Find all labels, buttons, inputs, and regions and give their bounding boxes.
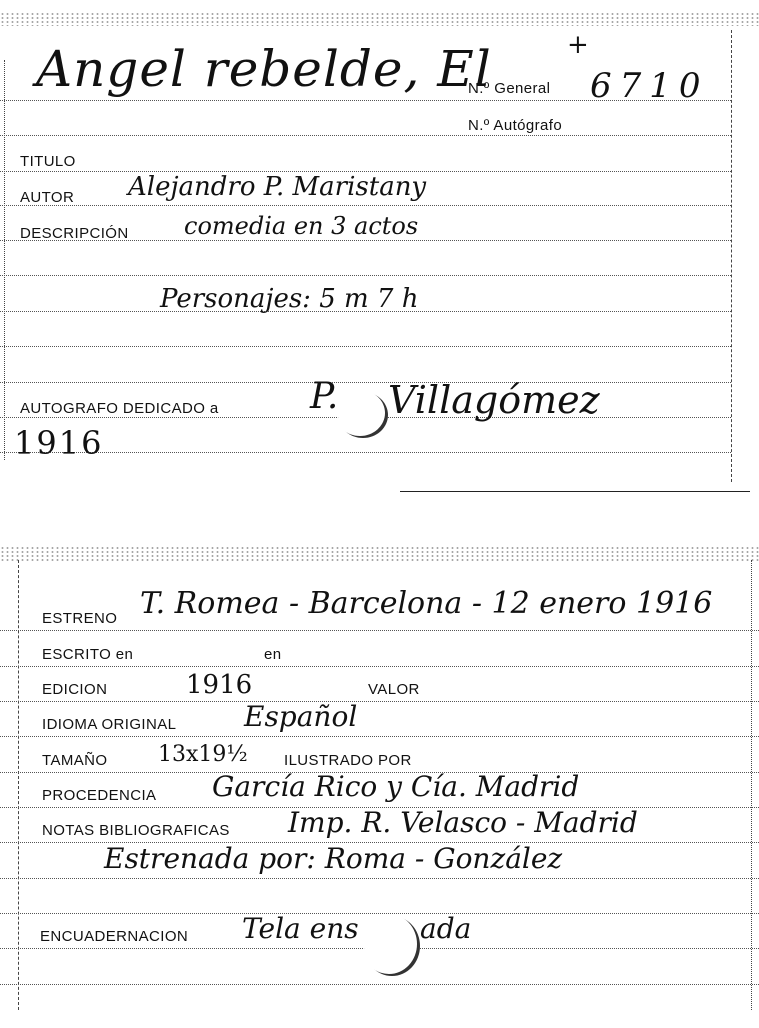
premiere-value: T. Romea - Barcelona - 12 enero 1916 (140, 586, 713, 621)
en-label: en (264, 646, 282, 663)
binding-label: ENCUADERNACION (40, 928, 189, 945)
rule (0, 275, 731, 276)
rule (0, 382, 731, 383)
card-border-right (751, 560, 752, 1010)
description-value: comedia en 3 actos (184, 212, 419, 240)
card-border-left (18, 560, 19, 1010)
binding-value-part1: Tela ens (242, 912, 359, 945)
autograph-number-label: N.º Autógrafo (468, 117, 563, 134)
size-label: TAMAÑO (42, 752, 108, 769)
provenance-label: PROCEDENCIA (42, 787, 157, 804)
illustrated-by-label: ILUSTRADO POR (284, 752, 412, 769)
written-in-label: ESCRITO en (42, 646, 134, 663)
rule (0, 913, 759, 914)
rule (0, 346, 731, 347)
catalog-card-bottom (0, 560, 759, 1020)
dedicated-value-name: Villagómez (388, 378, 600, 422)
card-bottom-edge (400, 491, 750, 492)
provenance-value: García Rico y Cía. Madrid (212, 770, 580, 803)
bibliographic-notes-value: Imp. R. Velasco - Madrid (288, 806, 638, 839)
value-label: VALOR (368, 681, 420, 698)
rule (0, 630, 759, 631)
original-language-value: Español (244, 700, 358, 733)
year-value: 1916 (14, 424, 104, 462)
characters-value: Personajes: 5 m 7 h (160, 284, 419, 314)
edition-value: 1916 (186, 670, 253, 700)
description-label: DESCRIPCIÓN (20, 225, 129, 242)
ink-stamp (338, 392, 388, 438)
title-label: TITULO (20, 153, 76, 170)
size-value: 13x19½ (158, 742, 248, 767)
card-title-handwritten: Angel rebelde, El (36, 40, 492, 98)
rule (0, 701, 759, 702)
cross-mark: + (567, 30, 589, 60)
catalog-card-top (0, 0, 759, 500)
binding-value-part2: ada (420, 912, 472, 945)
dedicated-label: AUTOGRAFO DEDICADO a (20, 400, 219, 417)
premiere-label: ESTRENO (42, 610, 118, 627)
rule (0, 984, 759, 985)
original-language-label: IDIOMA ORIGINAL (42, 716, 177, 733)
rule (0, 878, 759, 879)
general-number-label: N.º General (468, 80, 551, 97)
rule (0, 452, 731, 453)
general-number-value: 6710 (590, 66, 709, 106)
rule (0, 736, 759, 737)
ink-stamp (364, 916, 420, 976)
edition-label: EDICION (42, 681, 108, 698)
rule (0, 135, 731, 136)
author-label: AUTOR (20, 189, 75, 206)
rule (0, 666, 759, 667)
author-value: Alejandro P. Maristany (128, 172, 427, 202)
card-border-left (4, 60, 5, 460)
bibliographic-notes-label: NOTAS BIBLIOGRAFICAS (42, 822, 230, 839)
rule (0, 205, 731, 206)
card-border-right (731, 30, 732, 482)
dedicated-value-initial: P. (310, 376, 339, 417)
bibliographic-notes-value-2: Estrenada por: Roma - González (104, 842, 563, 875)
